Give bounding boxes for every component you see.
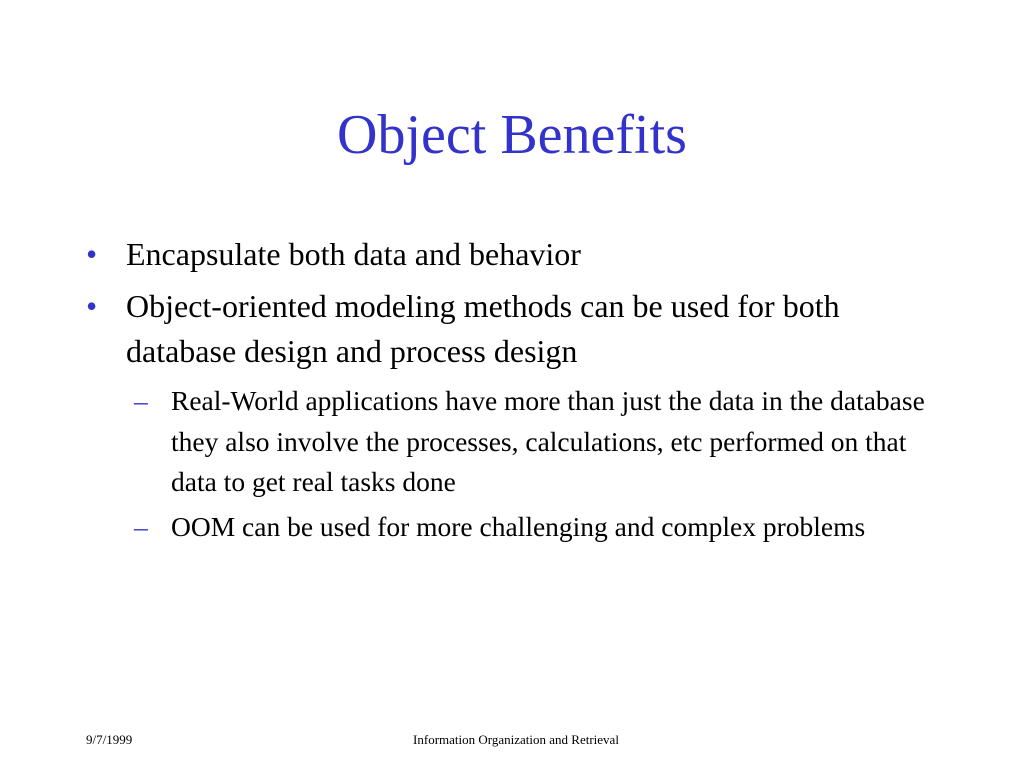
sub-bullet-marker: – [134,510,148,542]
bullet-marker: • [86,236,98,272]
bullet-text: Object-oriented modeling methods can be used for both database design and process design [126,288,840,369]
bullet-list [86,232,956,551]
bullet-marker: • [86,288,98,324]
sub-bullet-marker: – [134,385,148,416]
sub-bullet-text: Real-World applications have more than just the data in the database they also involve the processes, calculations, etc performed on that data to get real tasks done [171,385,925,497]
sub-bullet-item [126,507,956,548]
sub-bullet-item [126,381,956,503]
bullet-item [86,232,956,277]
bullet-item [86,284,956,374]
footer-date: 9/7/1999 [86,732,133,747]
slide-title: Object Benefits [337,104,687,166]
bullet-text: Encapsulate both data and behavior [126,236,581,272]
sub-bullet-text: OOM can be used for more challenging and complex problems [171,510,866,542]
footer-course-title: Information Organization and Retrieval [413,732,619,747]
